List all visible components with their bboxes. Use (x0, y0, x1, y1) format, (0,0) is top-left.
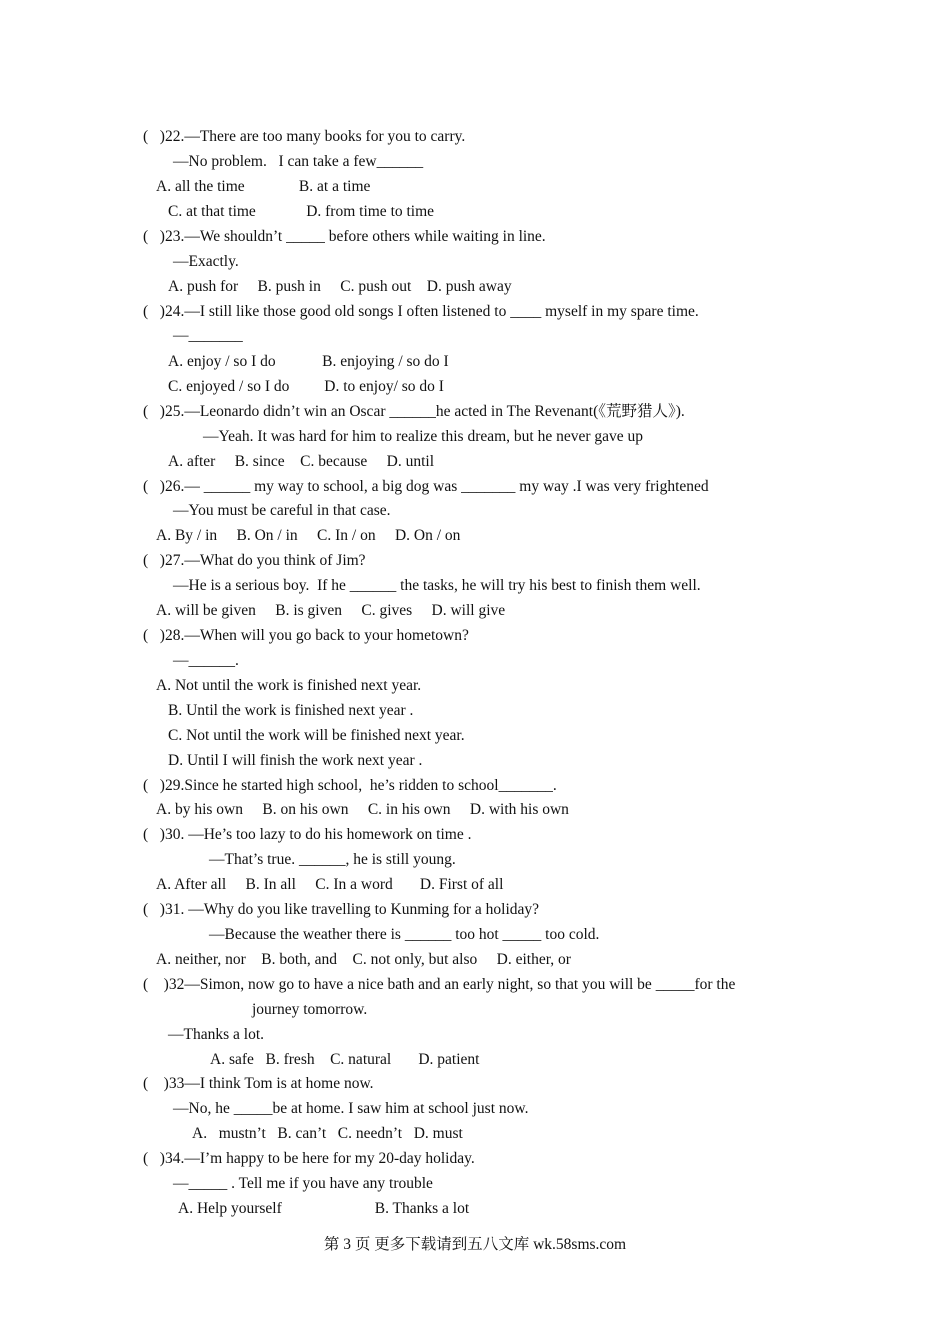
options-line: A. all the time B. at a time (156, 178, 371, 195)
question-26: ( )26.— ______ my way to school, a big dog was _______ my way .I was very frightened (143, 478, 709, 495)
options-line: A. mustn’t B. can’t C. needn’t D. must (192, 1125, 463, 1142)
question-24: ( )24.—I still like those good old songs I often listened to ____ myself in my spare time. (143, 303, 699, 320)
dialogue-line: —Exactly. (173, 253, 239, 270)
options-line: A. Help yourself B. Thanks a lot (178, 1200, 470, 1217)
dialogue-line: —Thanks a lot. (168, 1026, 264, 1043)
options-line: A. Not until the work is finished next year. (156, 677, 422, 694)
dialogue-line: —_____ . Tell me if you have any trouble (173, 1175, 433, 1192)
question-22: ( )22.—There are too many books for you to carry. (143, 128, 466, 145)
options-line: B. Until the work is finished next year . (168, 702, 414, 719)
dialogue-line: —______. (173, 652, 239, 669)
question-30: ( )30. —He’s too lazy to do his homework on time . (143, 826, 472, 843)
dialogue-line: —You must be careful in that case. (173, 502, 391, 519)
options-line: A. after B. since C. because D. until (168, 453, 435, 470)
question-29: ( )29.Since he started high school, he’s ridden to school_______. (143, 777, 557, 794)
question-27: ( )27.—What do you think of Jim? (143, 552, 366, 569)
options-line: A. push for B. push in C. push out D. push away (168, 278, 512, 295)
question-23: ( )23.—We shouldn’t _____ before others while waiting in line. (143, 228, 546, 245)
options-line: A. safe B. fresh C. natural D. patient (210, 1051, 480, 1068)
page-footer: 第 3 页 更多下载请到五八文库 wk.58sms.com (323, 1236, 627, 1253)
options-line: C. Not until the work will be finished next year. (168, 727, 465, 744)
dialogue-line: —He is a serious boy. If he ______ the tasks, he will try his best to finish them well. (173, 577, 701, 594)
question-32: ( )32—Simon, now go to have a nice bath and an early night, so that you will be _____for the (143, 976, 736, 993)
question-28: ( )28.—When will you go back to your hometown? (143, 627, 469, 644)
options-line: A. By / in B. On / in C. In / on D. On / on (156, 527, 461, 544)
dialogue-line: —No problem. I can take a few______ (173, 153, 424, 170)
question-25: ( )25.—Leonardo didn’t win an Oscar ______he acted in The Revenant(《荒野猎人》). (143, 403, 685, 420)
options-line: A. enjoy / so I do B. enjoying / so do I (168, 353, 449, 370)
dialogue-line: —_______ (173, 327, 243, 344)
options-line: A. will be given B. is given C. gives D. will give (156, 602, 506, 619)
options-line: D. Until I will finish the work next year . (168, 752, 423, 769)
dialogue-line: —Because the weather there is ______ too hot _____ too cold. (209, 926, 600, 943)
question-34: ( )34.—I’m happy to be here for my 20-day holiday. (143, 1150, 475, 1167)
dialogue-line: —That’s true. ______, he is still young. (209, 851, 456, 868)
question-31: ( )31. —Why do you like travelling to Kunming for a holiday? (143, 901, 540, 918)
options-line: A. After all B. In all C. In a word D. First of all (156, 876, 504, 893)
options-line: A. by his own B. on his own C. in his own D. with his own (156, 801, 569, 818)
options-line: A. neither, nor B. both, and C. not only, but also D. either, or (156, 951, 571, 968)
options-line: C. at that time D. from time to time (168, 203, 435, 220)
dialogue-line: —Yeah. It was hard for him to realize this dream, but he never gave up (203, 428, 644, 445)
question-33: ( )33—I think Tom is at home now. (143, 1075, 374, 1092)
dialogue-line: —No, he _____be at home. I saw him at school just now. (173, 1100, 529, 1117)
question-continuation: journey tomorrow. (252, 1001, 368, 1018)
options-line: C. enjoyed / so I do D. to enjoy/ so do I (168, 378, 444, 395)
